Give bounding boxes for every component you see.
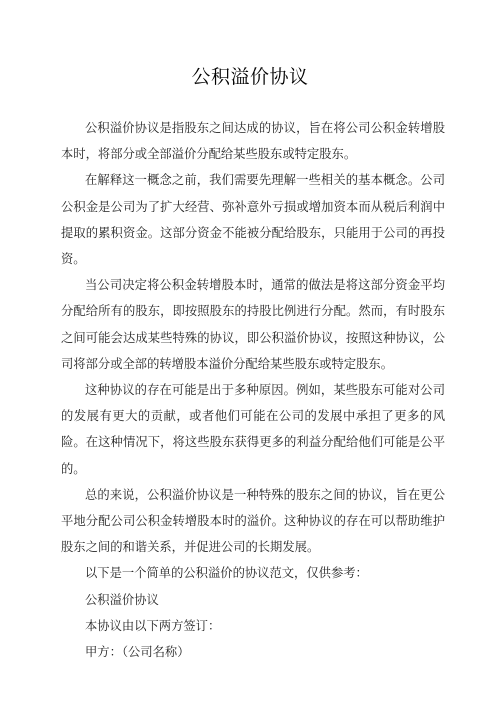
paragraph: 公积溢价协议是指股东之间达成的协议，旨在将公司公积金转增股本时，将部分或全部溢价分配给某些股东或特定股东。 <box>61 121 445 162</box>
document-title: 公积溢价协议 <box>191 66 309 88</box>
party-a-line: 甲方：（公司名称） <box>85 645 190 660</box>
paragraph: 在解释这一概念之前，我们需要先理解一些相关的基本概念。公司公积金是公司为了扩大经营、弥补意外亏损或增加资本而从税后利润中提取的累积资金。这部分资金不能被分配给股东，只能用于公司的再投资。 <box>61 173 445 267</box>
paragraph: 本协议由以下两方签订： <box>85 618 221 633</box>
paragraph: 以下是一个简单的公积溢价的协议范文，仅供参考： <box>85 566 368 581</box>
paragraph: 当公司决定将公积金转增股本时，通常的做法是将这部分资金平均分配给所有的股东，即按照股东的持股比例进行分配。然而，有时股东之间可能会达成某些特殊的协议，即公积溢价协议，按照这种协议，公司将部分或全部的转增股本溢价分配给某些股东或特定股东。 <box>61 278 445 371</box>
paragraph: 总的来说，公积溢价协议是一种特殊的股东之间的协议，旨在更公平地分配公司公积金转增股本时的溢价。这种协议的存在可以帮助维护股东之间的和谐关系，并促进公司的长期发展。 <box>61 487 445 555</box>
paragraph: 这种协议的存在可能是出于多种原因。例如，某些股东可能对公司的发展有更大的贡献，或者他们可能在公司的发展中承担了更多的风险。在这种情况下，将这些股东获得更多的利益分配给他们可能是公平的。 <box>61 383 445 476</box>
sample-agreement-heading: 公积溢价协议 <box>85 592 159 607</box>
document-body <box>61 115 445 665</box>
